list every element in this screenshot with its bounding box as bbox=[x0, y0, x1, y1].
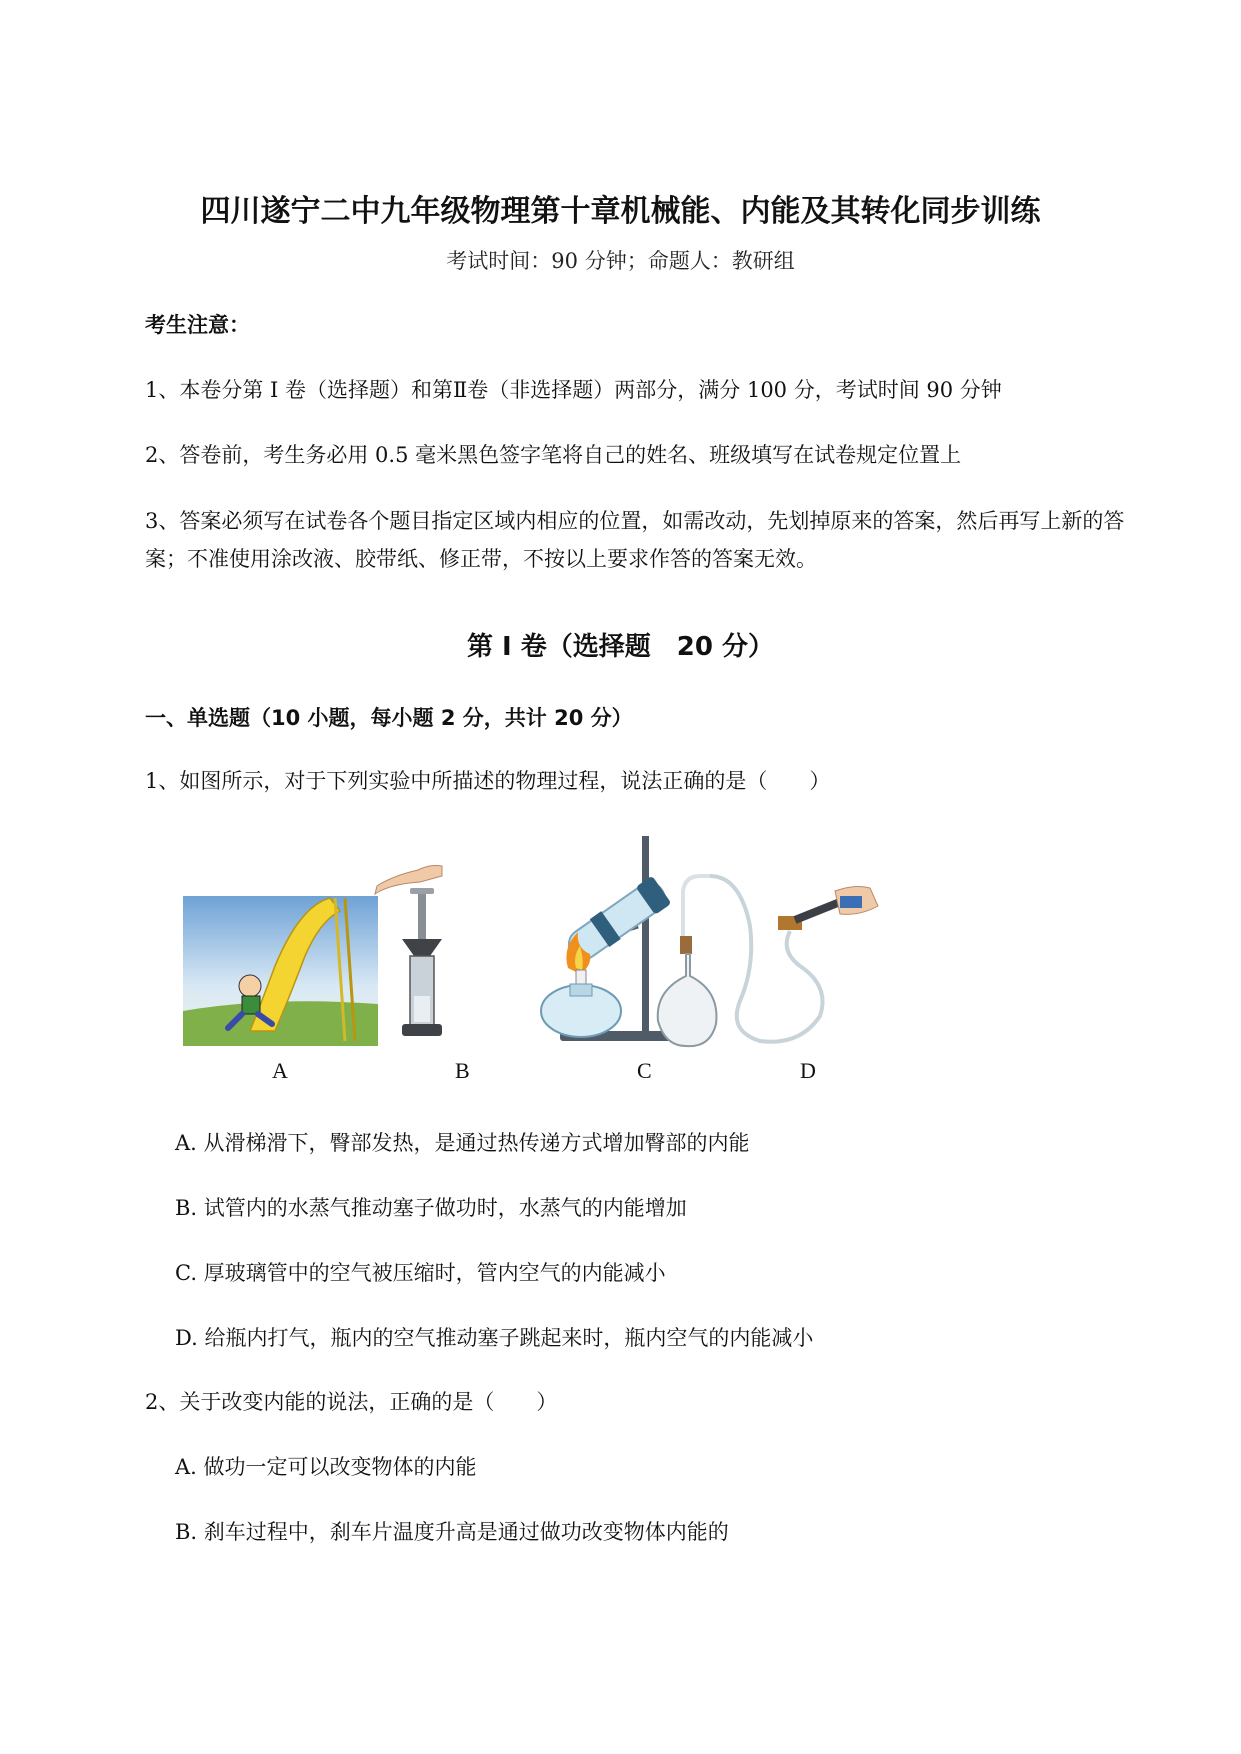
compression-tube-illustration bbox=[375, 866, 442, 1037]
notice-item: 1、本卷分第 I 卷（选择题）和第Ⅱ卷（非选择题）两部分，满分 100 分，考试时间 90 分钟 bbox=[145, 378, 1002, 402]
figure-label-d: D bbox=[800, 1058, 816, 1083]
notice-item: 2、答卷前，考生务必用 0.5 毫米黑色签字笔将自己的姓名、班级填写在试卷规定位置上 bbox=[145, 443, 962, 467]
exam-subtitle: 考试时间：90 分钟；命题人：教研组 bbox=[446, 249, 795, 273]
slide-illustration bbox=[183, 896, 378, 1046]
option-b: B. 试管内的水蒸气推动塞子做功时，水蒸气的内能增加 bbox=[175, 1196, 687, 1220]
question-stem: 1、如图所示，对于下列实验中所描述的物理过程，说法正确的是（ ） bbox=[145, 769, 831, 793]
option-d: D. 给瓶内打气，瓶内的空气推动塞子跳起来时，瓶内空气的内能减小 bbox=[175, 1326, 814, 1350]
exam-title: 四川遂宁二中九年级物理第十章机械能、内能及其转化同步训练 bbox=[200, 194, 1041, 229]
figure-label-b: B bbox=[455, 1058, 470, 1083]
experiment-figure bbox=[180, 836, 940, 1086]
notice-item: 3、答案必须写在试卷各个题目指定区域内相应的位置，如需改动，先划掉原来的答案，然后再写上新的答案；不准使用涂改液、胶带纸、修正带，不按以上要求作答的答案无效。 bbox=[145, 509, 1125, 571]
part-heading: 一、单选题（10 小题，每小题 2 分，共计 20 分） bbox=[145, 706, 633, 730]
notice-heading: 考生注意： bbox=[145, 313, 250, 337]
figure-label-a: A bbox=[272, 1058, 288, 1083]
option-b: B. 刹车过程中，刹车片温度升高是通过做功改变物体内能的 bbox=[175, 1520, 729, 1544]
flask-pump-illustration bbox=[658, 876, 878, 1046]
option-a: A. 从滑梯滑下，臀部发热，是通过热传递方式增加臀部的内能 bbox=[175, 1131, 750, 1155]
option-a: A. 做功一定可以改变物体的内能 bbox=[175, 1455, 477, 1479]
section-title: 第 I 卷（选择题 20 分） bbox=[466, 632, 774, 662]
figure-label-c: C bbox=[637, 1058, 652, 1083]
question-stem: 2、关于改变内能的说法，正确的是（ ） bbox=[145, 1390, 558, 1414]
option-c: C. 厚玻璃管中的空气被压缩时，管内空气的内能减小 bbox=[175, 1261, 666, 1285]
